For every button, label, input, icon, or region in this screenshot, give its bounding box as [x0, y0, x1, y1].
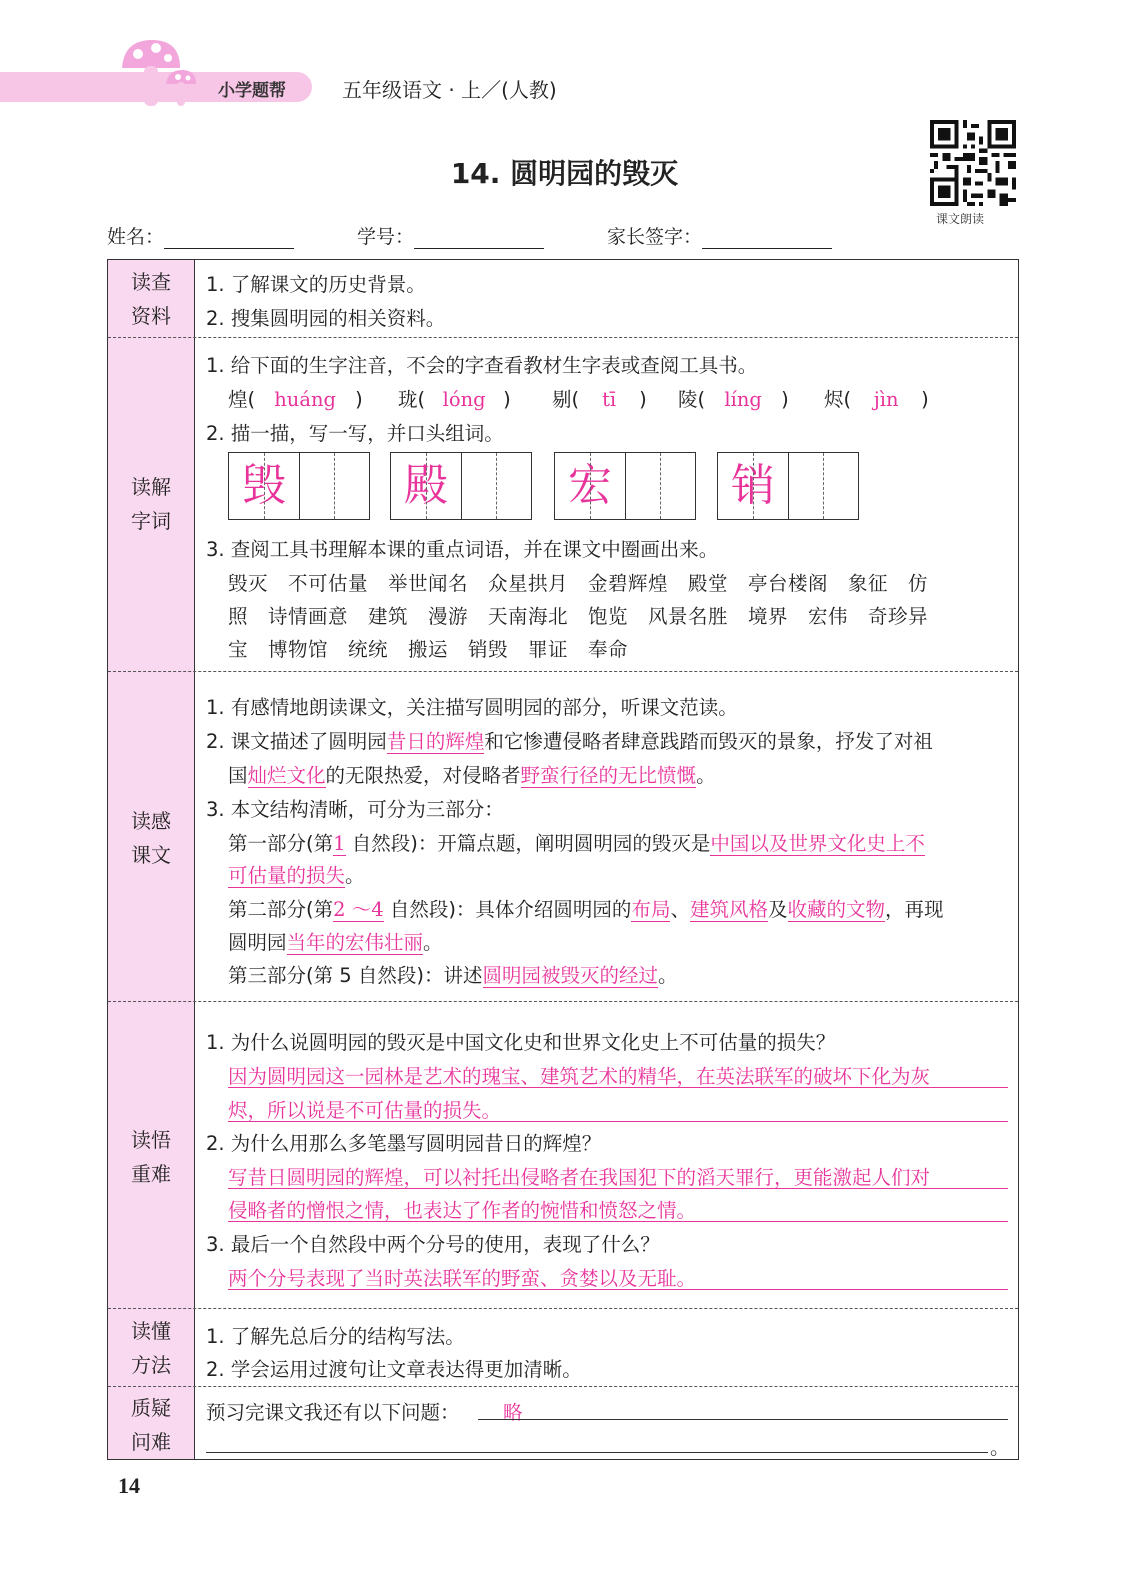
key-answer: 写昔日圆明园的辉煌，可以衬托出侵略者在我国犯下的滔天罪行，更能激起人们对	[228, 1166, 931, 1189]
tracing-grid[interactable]: 销	[717, 452, 859, 520]
page-title: 14. 圆明园的毁灭	[450, 157, 679, 190]
parent-signature-field[interactable]: 家长签字：	[607, 222, 832, 249]
key-answer: 两个分号表现了当时英法联军的野蛮、贪婪以及无耻。	[228, 1267, 697, 1290]
answer-line	[228, 1087, 1008, 1088]
word-list-line: 照 诗情画意 建筑 漫游 天南海北 饱览 风景名胜 境界 宏伟 奇珍异	[228, 605, 929, 628]
research-item: 1. 了解课文的历史背景。	[206, 273, 426, 296]
reading-item: 2. 课文描述了圆明园昔日的辉煌和它惨遭侵略者肆意践踏而毁灭的景象，抒发了对祖	[206, 730, 933, 753]
key-answer: 侵略者的憎恨之情，也表达了作者的惋惜和愤怒之情。	[228, 1199, 697, 1222]
tracing-grid[interactable]: 宏	[554, 452, 696, 520]
key-question: 2. 为什么用那么多笔墨写圆明园昔日的辉煌？	[206, 1132, 602, 1155]
vocab-question: 2. 描一描，写一写，并口头组词。	[206, 422, 504, 445]
row-divider	[108, 1386, 1018, 1387]
research-item: 2. 搜集圆明园的相关资料。	[206, 307, 446, 330]
section-label-key-points: 读悟 重难	[131, 1128, 171, 1186]
pinyin-item: 煌( huáng )	[228, 388, 363, 411]
word-list-line: 毁灭 不可估量 举世闻名 众星拱月 金碧辉煌 殿堂 亭台楼阁 象征 仿	[228, 572, 929, 595]
pinyin-item: 陵( líng )	[678, 388, 789, 411]
method-item: 1. 了解先总后分的结构写法。	[206, 1325, 465, 1348]
pinyin-item: 珑( lóng )	[398, 388, 511, 411]
section-label-reading: 读感 课文	[131, 809, 171, 867]
reading-item: 1. 有感情地朗读课文，关注描写圆明园的部分，听课文范读。	[206, 696, 738, 719]
vocab-question: 3. 查阅工具书理解本课的重点词语，并在课文中圈画出来。	[206, 538, 719, 561]
name-field[interactable]: 姓名：	[107, 222, 294, 249]
book-label: 五年级语文 · 上／(人教)	[342, 78, 557, 102]
reading-item: 国灿烂文化的无限热爱，对侵略者野蛮行径的无比愤慨。	[228, 764, 716, 787]
qr-code-icon[interactable]	[930, 120, 1016, 206]
answer-line	[228, 1289, 1008, 1290]
answer-line	[228, 1121, 1008, 1122]
end-mark: 。	[990, 1436, 1010, 1459]
mushroom-icon	[118, 38, 198, 110]
row-divider	[108, 1308, 1018, 1309]
row-divider	[108, 1001, 1018, 1002]
section-label-research: 读查 资料	[131, 270, 171, 328]
question-answer: 略	[503, 1401, 523, 1424]
vocab-question: 1. 给下面的生字注音，不会的字查看教材生字表或查阅工具书。	[206, 354, 758, 377]
method-item: 2. 学会运用过渡句让文章表达得更加清晰。	[206, 1358, 582, 1381]
brand-label: 小学题帮	[218, 81, 286, 101]
key-question: 3. 最后一个自然段中两个分号的使用，表现了什么？	[206, 1233, 660, 1256]
word-list-line: 宝 博物馆 统统 搬运 销毁 罪证 奉命	[228, 638, 629, 661]
row-divider	[108, 671, 1018, 672]
answer-line[interactable]	[478, 1419, 1008, 1420]
key-answer: 因为圆明园这一园林是艺术的瑰宝、建筑艺术的精华，在英法联军的破坏下化为灰	[228, 1065, 931, 1088]
reading-item: 3. 本文结构清晰，可分为三部分：	[206, 798, 504, 821]
page-number: 14	[118, 1473, 140, 1498]
tracing-grid[interactable]: 殿	[390, 452, 532, 520]
answer-line	[228, 1221, 1008, 1222]
pinyin-item: 烬( jìn )	[824, 388, 929, 411]
qr-caption: 课文朗读	[936, 212, 985, 226]
key-question: 1. 为什么说圆明园的毁灭是中国文化史和世界文化史上不可估量的损失？	[206, 1031, 836, 1054]
structure-part: 圆明园当年的宏伟壮丽。	[228, 931, 443, 954]
structure-part: 第二部分(第2 ～4 自然段)：具体介绍圆明园的布局、建筑风格及收藏的文物，再现	[228, 898, 944, 921]
structure-part: 可估量的损失。	[228, 864, 365, 887]
answer-line[interactable]	[206, 1452, 988, 1453]
section-label-method: 读懂 方法	[131, 1319, 171, 1377]
structure-part: 第三部分(第 5 自然段)：讲述圆明园被毁灭的经过。	[228, 964, 678, 987]
student-id-field[interactable]: 学号：	[357, 222, 544, 249]
question-prompt: 预习完课文我还有以下问题：	[206, 1401, 460, 1424]
pinyin-item: 剔( tī )	[552, 388, 647, 411]
answer-line	[228, 1188, 1008, 1189]
structure-part: 第一部分(第1 自然段)：开篇点题，阐明圆明园的毁灭是中国以及世界文化史上不	[228, 832, 925, 855]
key-answer: 烬，所以说是不可估量的损失。	[228, 1099, 502, 1122]
section-label-vocabulary: 读解 字词	[131, 475, 171, 533]
worksheet-table	[107, 259, 1019, 1460]
row-divider	[108, 337, 1018, 338]
section-label-questions: 质疑 问难	[131, 1396, 171, 1454]
tracing-grid[interactable]: 毁	[228, 452, 370, 520]
